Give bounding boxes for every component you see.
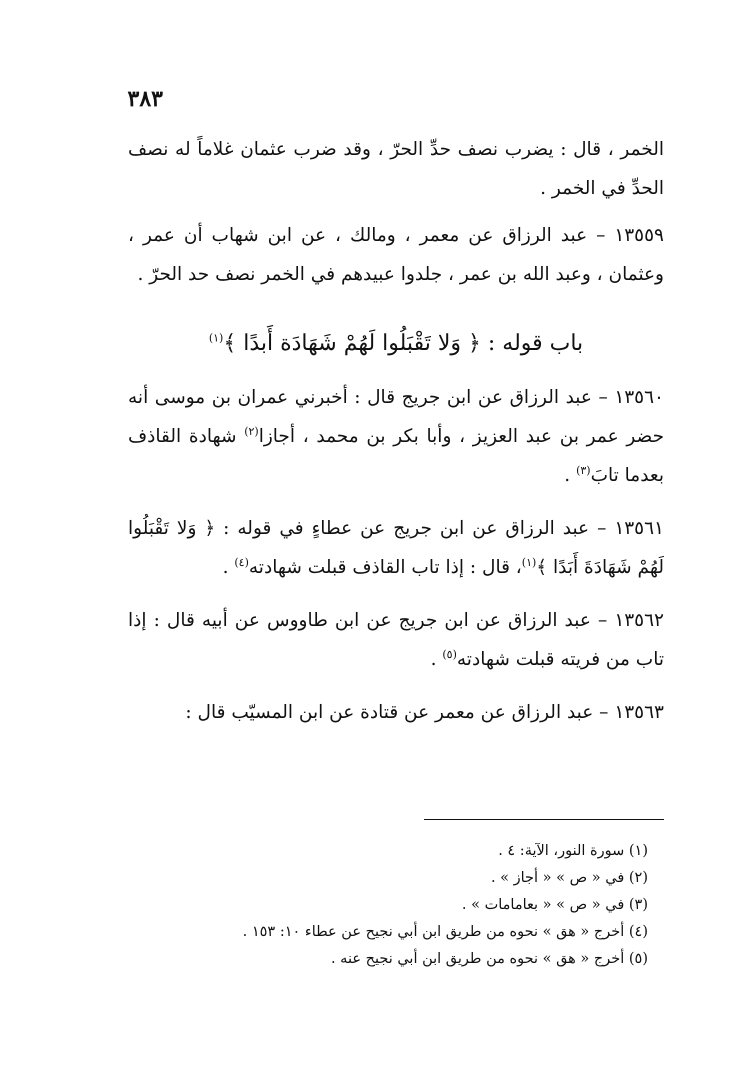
paragraph-13559: ١٣٥٥٩ – عبد الرزاق عن معمر ، ومالك ، عن ابن شهاب أن عمر ، وعثمان ، وعبد الله بن عمر ، جلدوا عبيدهم في الخمر نصف حد الحرّ . — [128, 225, 664, 285]
footnote-5: (٥) أخرج « هق » نحوه من طريق ابن أبي نجيح عنه . — [330, 951, 648, 967]
footnote-ref: (٢) — [244, 424, 259, 438]
entry-text: ١٣٥٦٠ – عبد الرزاق عن ابن جريج قال : أخبرني عمران بن موسى أنه حضر عمر بن عبد العزيز ، وأبا بكر بن محمد ، أجازا — [128, 387, 664, 447]
footnote-ref: (١) — [521, 555, 537, 569]
hadith-entry-13561 — [128, 509, 664, 587]
footnote-4: (٤) أخرج « هق » نحوه من طريق ابن أبي نجيح عن عطاء ١٠: ١٥٣ . — [242, 924, 648, 940]
footnote-1: (١) سورة النور، الآية: ٤ . — [498, 843, 648, 859]
hadith-entry-13563: ١٣٥٦٣ – عبد الرزاق عن معمر عن قتادة عن ابن المسيّب قال : — [185, 702, 664, 723]
entry-text: . — [430, 649, 443, 670]
hadith-entry-13560 — [128, 378, 664, 495]
entry-text: ١٣٥٦٢ – عبد الرزاق عن ابن جريج عن ابن طاووس عن أبيه قال : إذا تاب من فريته قبلت شهادته — [128, 610, 664, 670]
main-text — [128, 130, 664, 732]
chapter-heading-text: باب قوله : ﴿ وَلا تَقْبَلُوا لَهُمْ شَهَادَة أَبدًا ﴾ — [223, 331, 584, 356]
footnote-ref: (٥) — [442, 647, 457, 661]
footnotes — [120, 838, 648, 973]
page-number: ٣٨٣ — [127, 86, 163, 112]
entry-text: . — [222, 557, 235, 578]
entry-text: . — [564, 465, 577, 486]
paragraph-continuation: الخمر ، قال : يضرب نصف حدِّ الحرّ ، وقد ضرب عثمان غلاماً له نصف الحدِّ في الخمر . — [128, 139, 664, 199]
chapter-heading — [128, 324, 664, 364]
hadith-entry-13562 — [128, 601, 664, 679]
footnote-ref: (١) — [208, 331, 224, 345]
footnote-ref: (٤) — [234, 555, 249, 569]
footnote-3: (٣) في « ص » « بعامامات » . — [461, 897, 648, 913]
footnote-ref: (٣) — [576, 463, 591, 477]
footnote-divider — [424, 819, 664, 820]
footnote-2: (٢) في « ص » « أجاز » . — [490, 870, 648, 886]
entry-text: ، قال : إذا تاب القاذف قبلت شهادته — [248, 557, 522, 578]
entry-text: شهادة القاذف بعدما تابَ — [128, 426, 664, 486]
entry-text: ١٣٥٦١ – عبد الرزاق عن ابن جريج عن عطاءٍ في قوله : ﴿ وَلا تَقْبَلُوا لَهُمْ شَهَادَةَ أَبَدًا ﴾ — [128, 518, 664, 578]
